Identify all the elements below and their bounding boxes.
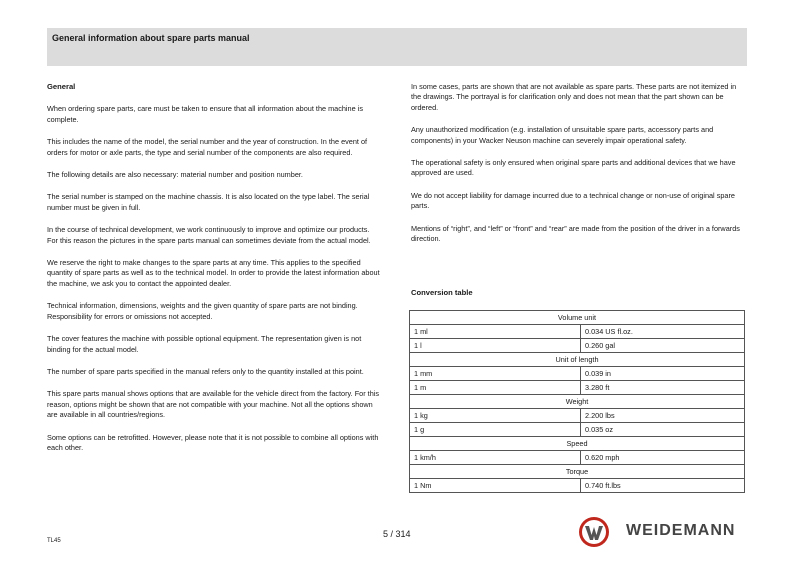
page-number: 5 / 314 — [383, 529, 411, 539]
paragraph: When ordering spare parts, care must be taken to ensure that all information about the machine is complete. — [47, 104, 363, 124]
group-title: Volume unit — [410, 311, 745, 325]
paragraph: Some options can be retrofitted. However, please note that it is not possible to combine all options with each other. — [47, 432, 379, 452]
paragraph: The serial number is stamped on the machine chassis. It is also located on the type label. The serial number must be given in full. — [47, 192, 370, 212]
table-group-row — [410, 311, 745, 325]
unit-cell: 1 km/h — [410, 451, 581, 465]
paragraph: The following details are also necessary: material number and position number. — [47, 170, 303, 180]
table-row — [410, 409, 745, 423]
paragraph: We reserve the right to make changes to the spare parts at any time. This applies to the specified quantity of spare parts as well as to the technical model. In order to provide the latest information about the machine, we ask you to contact the appointed dealer. — [47, 258, 380, 288]
paragraph: The cover features the machine with possible optional equipment. The representation given is not binding for the actual model. — [47, 334, 362, 354]
paragraph: Any unauthorized modification (e.g. installation of unsuitable spare parts, accessory parts and components) in your Wacker Neuson machine can severely impair operational safety. — [411, 125, 714, 145]
value-cell: 0.039 in — [581, 367, 745, 381]
document-code: TL45 — [47, 538, 61, 544]
conversion-table-heading: Conversion table — [411, 288, 473, 297]
value-cell: 3.280 ft — [581, 381, 745, 395]
table-group-row — [410, 395, 745, 409]
paragraph: Mentions of “right”, and “left” or “front” and “rear” are made from the position of the driver in a forwards direction. — [411, 223, 740, 244]
group-title: Weight — [410, 395, 745, 409]
value-cell: 0.620 mph — [581, 451, 745, 465]
unit-cell: 1 kg — [410, 409, 581, 423]
paragraph: This spare parts manual shows options that are available for the vehicle direct from the factory. For this reason, options might be shown that are not compatible with your machine. Not all the options shown are available in all countries/regions. — [47, 389, 380, 420]
table-group-row — [410, 437, 745, 451]
paragraph: The operational safety is only ensured when original spare parts and additional devices that we have approved are used. — [411, 158, 736, 178]
value-cell: 0.034 US fl.oz. — [581, 325, 745, 339]
paragraph: In the course of technical development, we work continuously to improve and optimize our products. For this reason the pictures in the spare parts manual can sometimes deviate from the actual model. — [47, 225, 371, 245]
group-title: Torque — [410, 465, 745, 479]
group-title: Speed — [410, 437, 745, 451]
group-title: Unit of length — [410, 353, 745, 367]
unit-cell: 1 mm — [410, 367, 581, 381]
value-cell: 2.200 lbs — [581, 409, 745, 423]
left-column — [47, 82, 380, 465]
table-row — [410, 339, 745, 353]
paragraph: This includes the name of the model, the serial number and the year of construction. In the event of orders for motor or axle parts, the type and serial number of the components are also required. — [47, 137, 368, 157]
table-group-row — [410, 353, 745, 367]
right-column — [411, 82, 744, 256]
table-row — [410, 367, 745, 381]
table-row — [410, 451, 745, 465]
unit-cell: 1 ml — [410, 325, 581, 339]
paragraph: The number of spare parts specified in the manual refers only to the quantity installed at this point. — [47, 366, 364, 376]
unit-cell: 1 Nm — [410, 479, 581, 493]
paragraph: Technical information, dimensions, weights and the given quantity of spare parts are not binding. Responsibility for errors or omissions not accepted. — [47, 301, 358, 321]
value-cell: 0.260 gal — [581, 339, 745, 353]
paragraph: We do not accept liability for damage incurred due to a technical change or non-use of original spare parts. — [411, 190, 735, 211]
table-row — [410, 423, 745, 437]
table-row — [410, 381, 745, 395]
page-title: General information about spare parts manual — [52, 33, 250, 43]
unit-cell: 1 l — [410, 339, 581, 353]
table-group-row — [410, 465, 745, 479]
unit-cell: 1 m — [410, 381, 581, 395]
brand-logo-text: WEIDEMANN — [626, 522, 736, 539]
table-row — [410, 479, 745, 493]
weidemann-logo-icon — [578, 516, 610, 548]
unit-cell: 1 g — [410, 423, 581, 437]
section-heading-general: General — [47, 82, 76, 91]
value-cell: 0.035 oz — [581, 423, 745, 437]
value-cell: 0.740 ft.lbs — [581, 479, 745, 493]
table-row — [410, 325, 745, 339]
paragraph: In some cases, parts are shown that are not available as spare parts. These parts are not itemized in the drawings. The portrayal is for clarification only and does not mean that the part shown can be ordered. — [411, 82, 737, 112]
conversion-table — [409, 310, 745, 493]
header-bar — [47, 28, 747, 66]
